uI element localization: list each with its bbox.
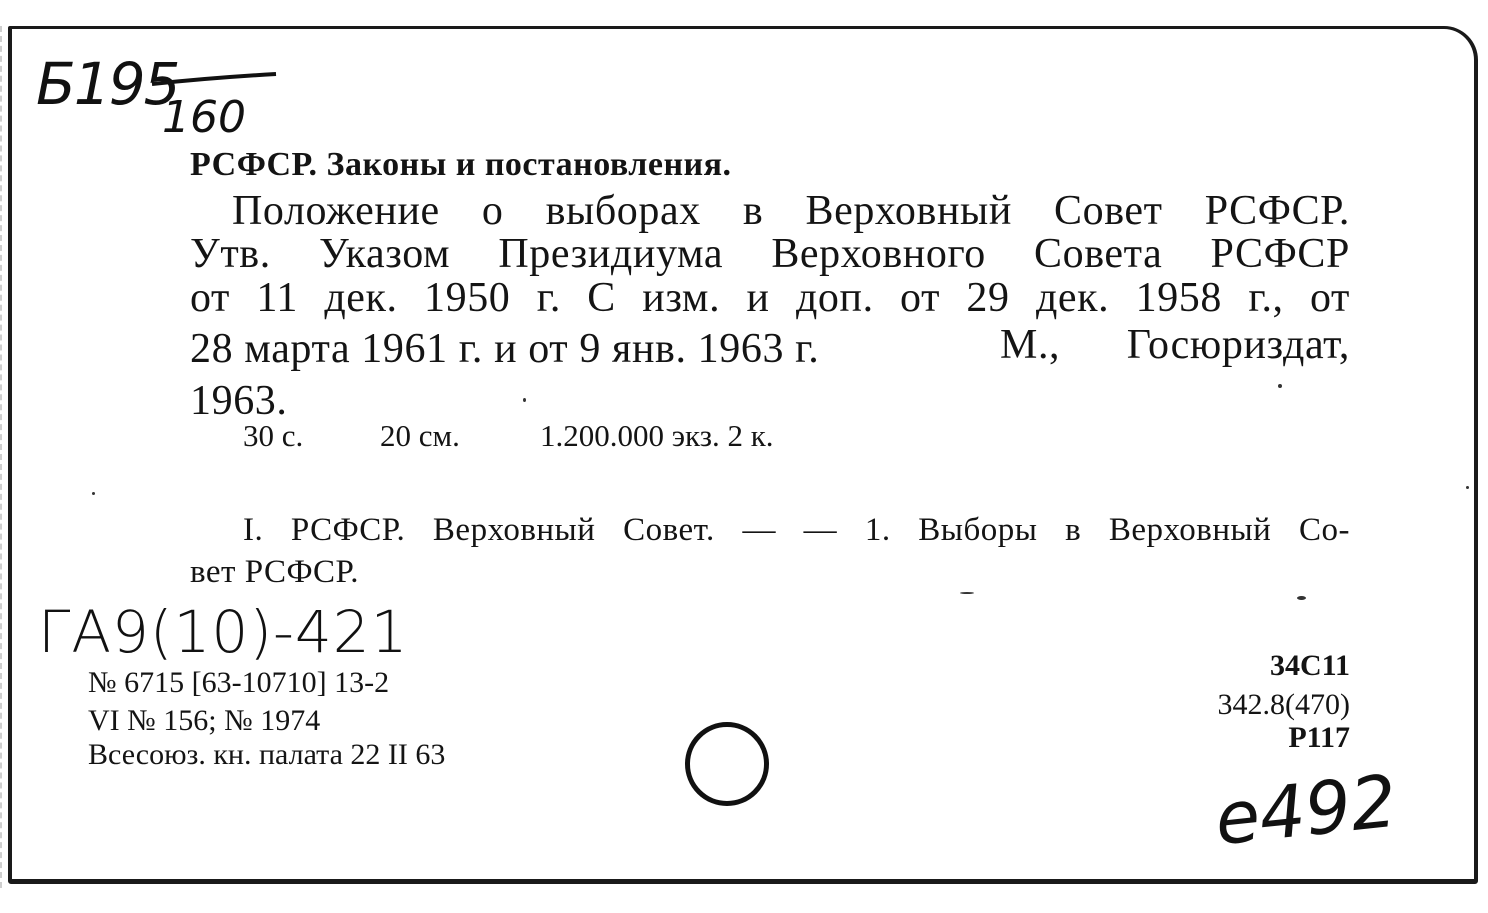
tracing-line-2: вет РСФСР. [190,554,360,590]
collation-print-run: 1.200.000 экз. 2 к. [540,418,774,453]
punch-hole [685,722,769,806]
classification-line-2: 342.8(470) [1217,688,1350,721]
shelfmark-fraction-line [150,70,280,90]
speck [92,492,95,495]
body-line-2: Утв. Указом Президиума Верховного Совета РСФСР [190,231,1350,277]
speck [1297,596,1306,600]
handwritten-shelfmark-top: Б195 [36,50,179,118]
handwritten-code: ГА9(10)-421 [38,598,409,666]
body-line-5: 1963. [190,378,288,424]
collation-pages: 30 с. [243,418,304,453]
speck [1466,486,1469,489]
handwritten-shelfmark-bottom: 160 [162,92,246,143]
speck [960,592,974,594]
classification-line-3: Р117 [1288,721,1350,754]
body-line-4b: М., Госюриздат, [1000,322,1350,368]
collation-size: 20 см. [380,418,460,453]
body-line-4a: 28 марта 1961 г. и от 9 янв. 1963 г. [190,326,820,372]
classification-line-1: 34С11 [1269,649,1350,682]
tracing-line-1: I. РСФСР. Верховный Совет. — — 1. Выборы в Верховный Со- [243,512,1350,548]
handwritten-corner-note: е492 [1211,758,1401,862]
registration-line-2: VI № 156; № 1974 [88,704,321,737]
registration-line-3: Всесоюз. кн. палата 22 II 63 [88,738,446,771]
registration-line-1: № 6715 [63-10710] 13-2 [88,666,390,699]
speck [1278,384,1282,388]
card-heading: РСФСР. Законы и постановления. [190,146,732,183]
body-line-3: от 11 дек. 1950 г. С изм. и доп. от 29 дек. 1958 г., от [190,275,1350,321]
speck [523,398,526,402]
body-line-1: Положение о выборах в Верховный Совет РСФСР. [232,188,1350,234]
